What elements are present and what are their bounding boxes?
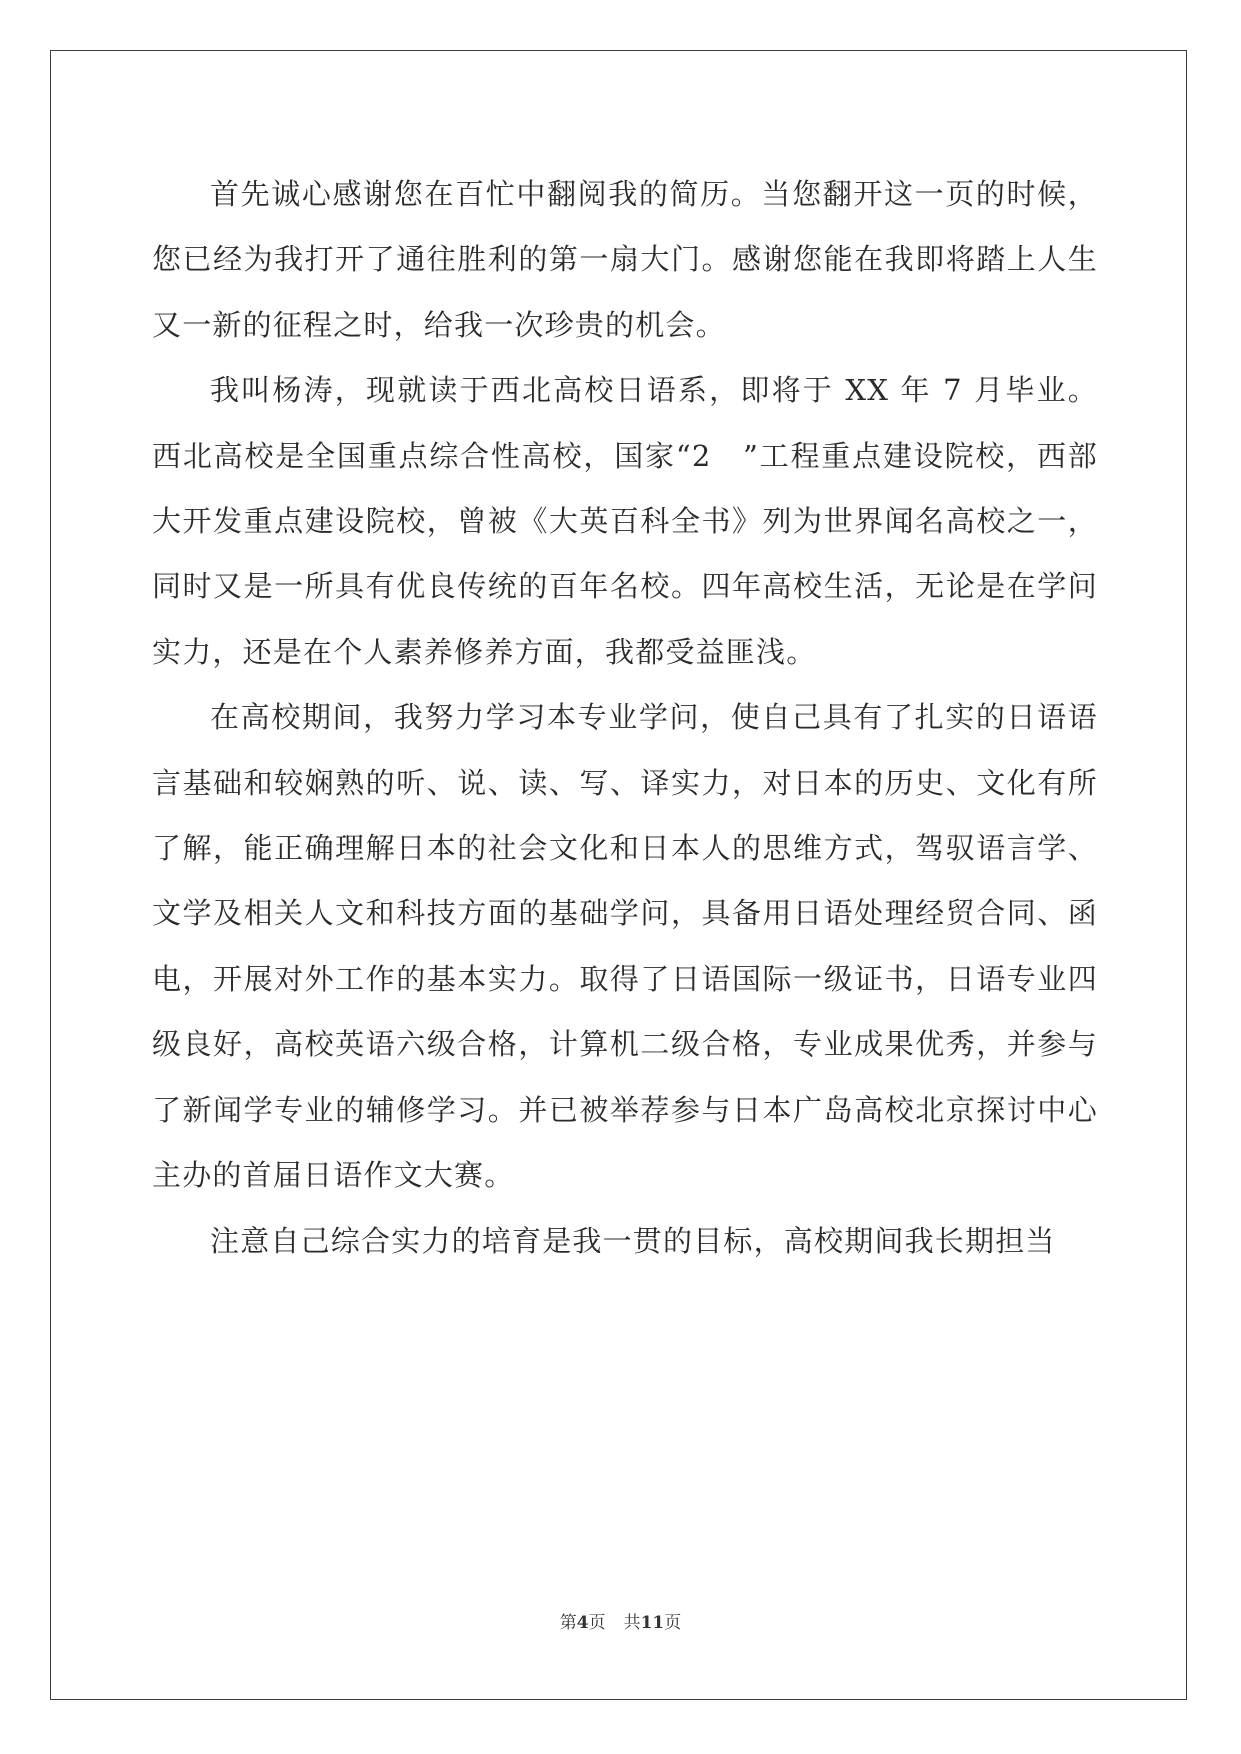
- paragraph-2: 我叫杨涛，现就读于西北高校日语系，即将于 XX 年 7 月毕业。西北高校是全国重点综合性高校，国家“2 ”工程重点建设院校，西部大开发重点建设院校，曾被《大英百科全书》列为世界闻名高校之一，同时又是一所具有优良传统的百年名校。四年高校生活，无论是在学问实力，还是在个人素养修养方面，我都受益匪浅。: [152, 373, 1098, 669]
- page-current-number: 4: [576, 1613, 589, 1633]
- total-prefix: 共: [623, 1613, 641, 1633]
- page-prefix: 第: [559, 1613, 577, 1633]
- paragraph-3: 在高校期间，我努力学习本专业学问，使自己具有了扎实的日语语言基础和较娴熟的听、说、读、写、译实力，对日本的历史、文化有所了解，能正确理解日本的社会文化和日本人的思维方式，驾驭语言学、文学及相关人文和科技方面的基础学问，具备用日语处理经贸合同、函电，开展对外工作的基本实力。取得了日语国际一级证书，日语专业四级良好，高校英语六级合格，计算机二级合格，专业成果优秀，并参与了新闻学专业的辅修学习。并已被举荐参与日本广岛高校北京探讨中心主办的首届日语作文大赛。: [152, 700, 1098, 1193]
- paragraph-1: 首先诚心感谢您在百忙中翻阅我的简历。当您翻开这一页的时候，您已经为我打开了通往胜利的第一扇大门。感谢您能在我即将踏上人生又一新的征程之时，给我一次珍贵的机会。: [152, 177, 1098, 342]
- page-suffix: 页: [588, 1613, 606, 1633]
- page-total-number: 11: [640, 1613, 665, 1633]
- page-footer: [0, 1608, 1241, 1633]
- document-body: [152, 162, 1098, 1274]
- paragraph-4: 注意自己综合实力的培育是我一贯的目标，高校期间我长期担当: [210, 1223, 1056, 1258]
- total-suffix: 页: [664, 1613, 682, 1633]
